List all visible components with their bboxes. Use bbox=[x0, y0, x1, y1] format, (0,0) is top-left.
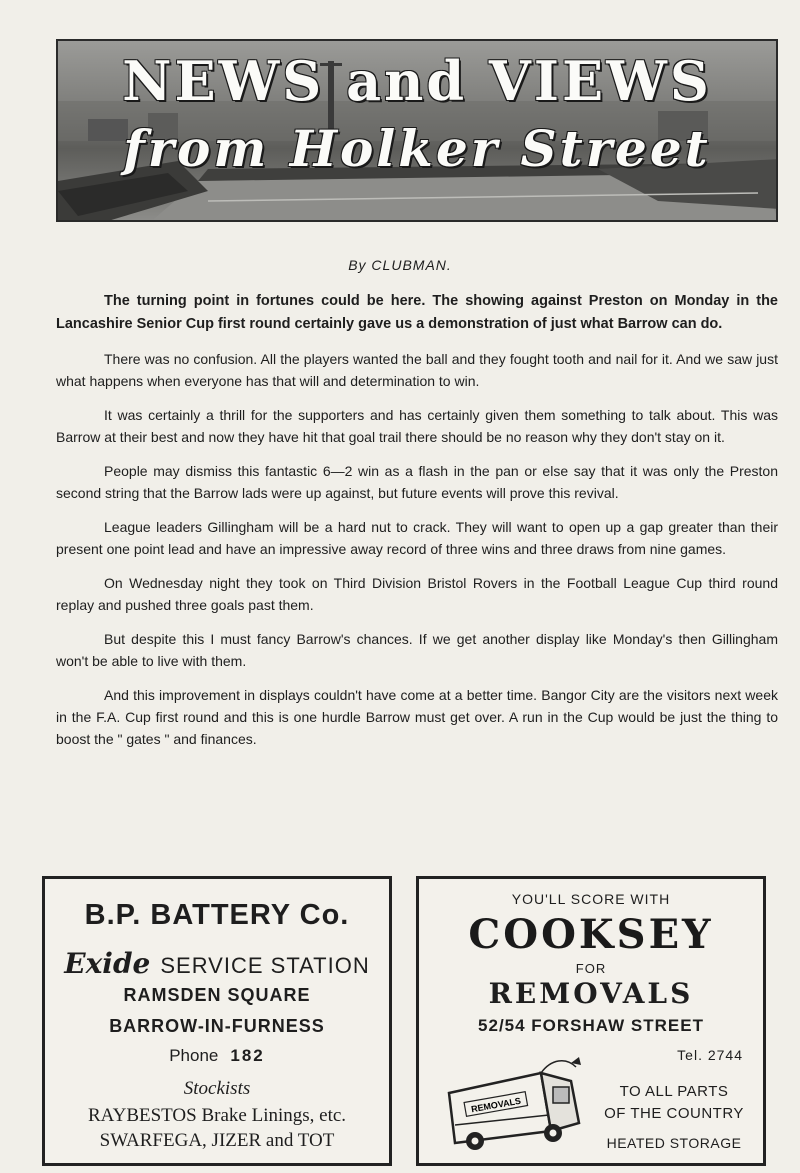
exide-logo: Exide bbox=[64, 947, 151, 980]
ad-coverage-line2: OF THE COUNTRY bbox=[604, 1105, 744, 1122]
article bbox=[56, 290, 778, 762]
article-paragraph: There was no confusion. All the players wanted the ball and they fought tooth and nail for it. And we saw just what happens when everyone has that will and determination to win. bbox=[56, 351, 778, 389]
article-paragraph: People may dismiss this fantastic 6—2 win as a flash in the pan or else say that it was only the Preston second string that the Barrow lads were up against, but future events will prove this revival. bbox=[56, 463, 778, 501]
ad-storage: HEATED STORAGE bbox=[606, 1135, 742, 1151]
removals-advertisement bbox=[416, 876, 766, 1166]
ad-service-text: SERVICE STATION bbox=[160, 953, 370, 978]
header-banner bbox=[56, 39, 778, 222]
ad-phone-label: Phone bbox=[169, 1046, 219, 1065]
removal-van-icon bbox=[441, 1053, 591, 1153]
byline: By CLUBMAN. bbox=[348, 257, 452, 273]
ad-for-text: FOR bbox=[575, 961, 607, 976]
ad-service-name: REMOVALS bbox=[488, 977, 694, 1010]
ad-coverage bbox=[599, 1081, 749, 1125]
banner-title: NEWS and VIEWS bbox=[122, 49, 712, 113]
ad-product-line2: SWARFEGA, JIZER and TOT bbox=[99, 1130, 335, 1151]
ad-address-line1: RAMSDEN SQUARE bbox=[123, 985, 311, 1005]
article-lead: The turning point in fortunes could be here. The showing against Preston on Monday in the Lancashire Senior Cup first round certainly gave us a demonstration of just what Barrow can do. bbox=[56, 293, 778, 332]
article-paragraph: But despite this I must fancy Barrow's chances. If we get another display like Monday's then Gillingham won't be able to live with them. bbox=[56, 631, 778, 669]
ad-company-name: B.P. BATTERY Co. bbox=[84, 899, 350, 931]
banner-subtitle: from Holker Street bbox=[123, 119, 711, 178]
article-paragraph: On Wednesday night they took on Third Division Bristol Rovers in the Football League Cup third round replay and pushed three goals past them. bbox=[56, 575, 778, 613]
article-paragraph: It was certainly a thrill for the supporters and has certainly given them something to talk about. This was Barrow at their best and now they have hit that goal trail there should be no reason why they don't stay on it. bbox=[56, 407, 778, 445]
van-label: REMOVALS bbox=[470, 1095, 522, 1115]
ad-phone-number: 182 bbox=[230, 1046, 265, 1065]
ad-telephone: Tel. 2744 bbox=[677, 1047, 743, 1063]
article-paragraph: And this improvement in displays couldn't have come at a better time. Bangor City are the visitors next week in the F.A. Cup first round and this is one hurdle Barrow must get over. A run in the Cup would be just the thing to boost the " gates " and finances. bbox=[56, 687, 778, 747]
ad-service-line bbox=[45, 947, 389, 980]
ad-tagline: YOU'LL SCORE WITH bbox=[511, 891, 671, 907]
article-paragraph: League leaders Gillingham will be a hard nut to crack. They will want to open up a gap greater than their present one point lead and have an impressive away record of three wins and three draws from nine games. bbox=[56, 519, 778, 557]
ad-coverage-line1: TO ALL PARTS bbox=[619, 1083, 729, 1100]
ad-stockists-heading: Stockists bbox=[183, 1078, 251, 1099]
ad-company-name: COOKSEY bbox=[468, 911, 714, 958]
battery-advertisement bbox=[42, 876, 392, 1166]
ad-phone bbox=[45, 1046, 389, 1066]
ad-product-line1: RAYBESTOS Brake Linings, etc. bbox=[87, 1105, 347, 1126]
ad-address-line2: BARROW-IN-FURNESS bbox=[109, 1016, 325, 1036]
ad-address: 52/54 FORSHAW STREET bbox=[478, 1016, 704, 1035]
